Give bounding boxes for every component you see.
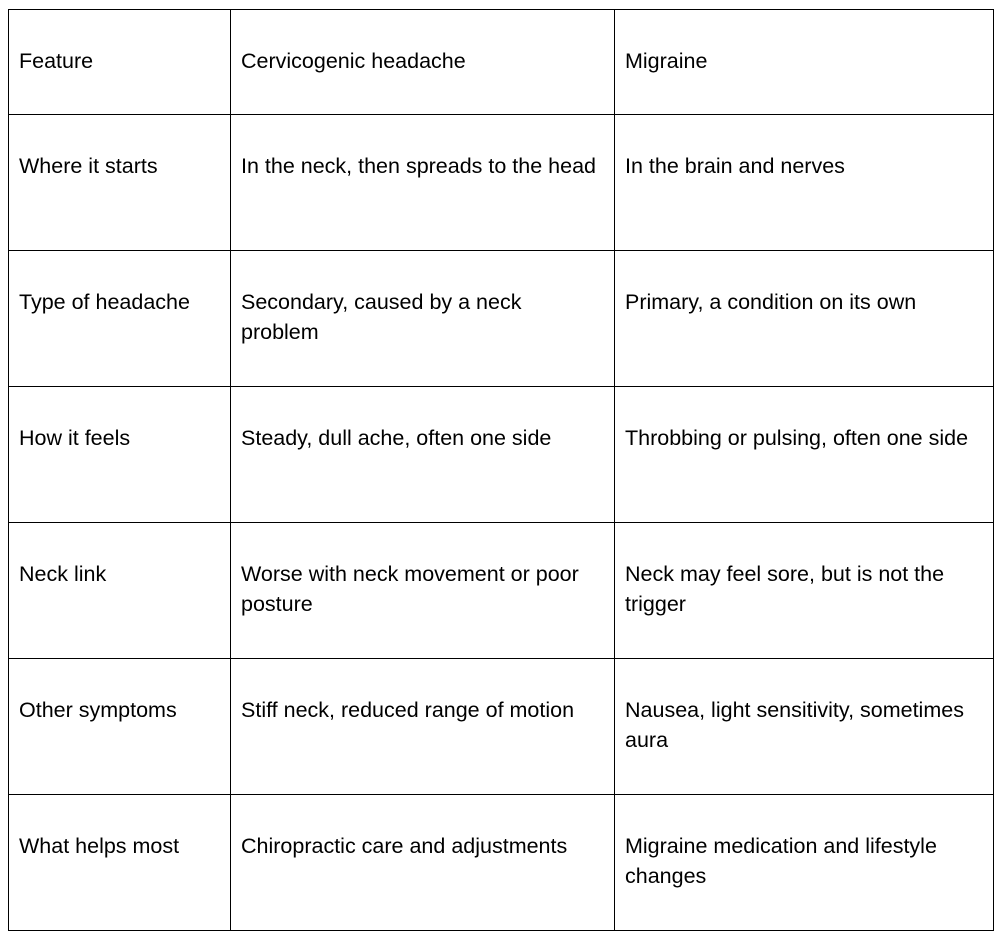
row-feature-cell: What helps most xyxy=(9,795,231,931)
row-cervicogenic-cell: In the neck, then spreads to the head xyxy=(231,115,615,251)
table-header-row xyxy=(9,10,994,115)
row-cervicogenic-cell: Worse with neck movement or poor posture xyxy=(231,523,615,659)
table-row xyxy=(9,523,994,659)
header-cell-cervicogenic: Cervicogenic headache xyxy=(231,10,615,115)
table-row xyxy=(9,387,994,523)
row-feature-cell: Other symptoms xyxy=(9,659,231,795)
table-row xyxy=(9,251,994,387)
header-cell-migraine: Migraine xyxy=(615,10,994,115)
table-row xyxy=(9,115,994,251)
row-feature-cell: Where it starts xyxy=(9,115,231,251)
row-feature-cell: How it feels xyxy=(9,387,231,523)
row-cervicogenic-cell: Secondary, caused by a neck problem xyxy=(231,251,615,387)
comparison-table xyxy=(8,9,994,931)
row-migraine-cell: Nausea, light sensitivity, sometimes aura xyxy=(615,659,994,795)
row-migraine-cell: Primary, a condition on its own xyxy=(615,251,994,387)
table-row xyxy=(9,795,994,931)
row-feature-cell: Type of headache xyxy=(9,251,231,387)
header-cell-feature: Feature xyxy=(9,10,231,115)
table-row xyxy=(9,659,994,795)
row-feature-cell: Neck link xyxy=(9,523,231,659)
row-cervicogenic-cell: Chiropractic care and adjustments xyxy=(231,795,615,931)
row-migraine-cell: Throbbing or pulsing, often one side xyxy=(615,387,994,523)
row-cervicogenic-cell: Stiff neck, reduced range of motion xyxy=(231,659,615,795)
row-migraine-cell: Neck may feel sore, but is not the trigger xyxy=(615,523,994,659)
row-migraine-cell: In the brain and nerves xyxy=(615,115,994,251)
row-migraine-cell: Migraine medication and lifestyle changes xyxy=(615,795,994,931)
row-cervicogenic-cell: Steady, dull ache, often one side xyxy=(231,387,615,523)
